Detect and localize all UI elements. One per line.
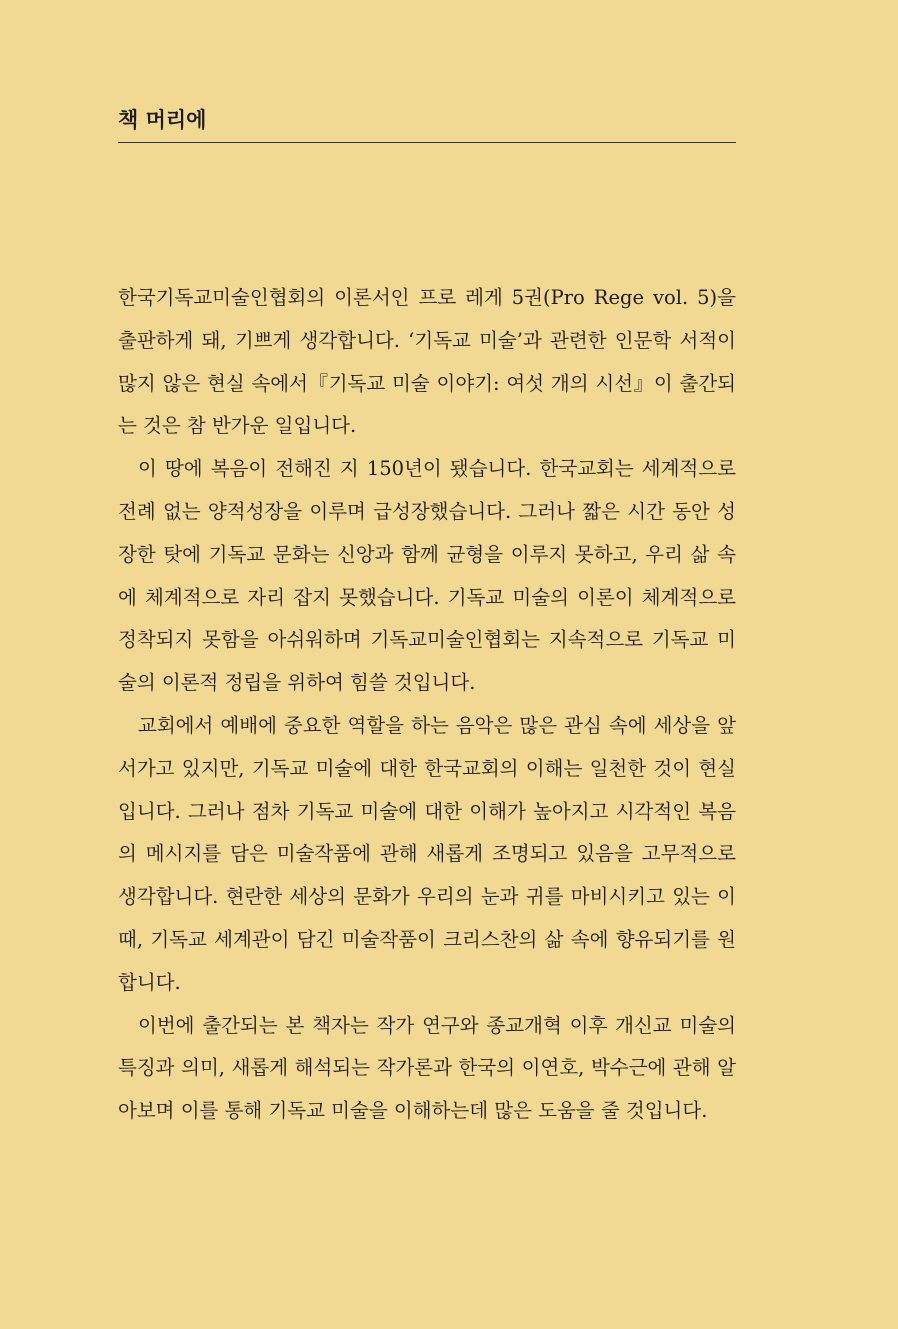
title-divider: [118, 142, 736, 143]
paragraph-4: 이번에 출간되는 본 책자는 작가 연구와 종교개혁 이후 개신교 미술의 특징과 의미, 새롭게 해석되는 작가론과 한국의 이연호, 박수근에 관해 알아보며 이를 통해 기독교 미술을 이해하는데 많은 도움을 줄 것입니다.: [118, 1013, 736, 1123]
section-title: 책 머리에: [118, 108, 207, 132]
paragraph-2: 이 땅에 복음이 전해진 지 150년이 됐습니다. 한국교회는 세계적으로 전례 없는 양적성장을 이루며 급성장했습니다. 그러나 짧은 시간 동안 성장한 탓에 기독교 문화는 신앙과 함께 균형을 이루지 못하고, 우리 삶 속에 체계적으로 자리 잡지 못했습니다. 기독교 미술의 이론이 체계적으로 정착되지 못함을 아쉬워하며 기독교미술인협회는 지속적으로 기독교 미술의 이론적 정립을 위하여 힘쓸 것입니다.: [118, 457, 736, 695]
body-text: [118, 277, 736, 1133]
paragraph-1: 한국기독교미술인협회의 이론서인 프로 레게 5권(Pro Rege vol. 5)을 출판하게 돼, 기쁘게 생각합니다. ‘기독교 미술’과 관련한 인문학 서적이 많지 않은 현실 속에서『기독교 미술 이야기: 여섯 개의 시선』이 출간되는 것은 참 반가운 일입니다.: [118, 286, 736, 438]
paragraph-3: 교회에서 예배에 중요한 역할을 하는 음악은 많은 관심 속에 세상을 앞서가고 있지만, 기독교 미술에 대한 한국교회의 이해는 일천한 것이 현실입니다. 그러나 점차 기독교 미술에 대한 이해가 높아지고 시각적인 복음의 메시지를 담은 미술작품에 관해 새롭게 조명되고 있음을 고무적으로 생각합니다. 현란한 세상의 문화가 우리의 눈과 귀를 마비시키고 있는 이때, 기독교 세계관이 담긴 미술작품이 크리스찬의 삶 속에 향유되기를 원합니다.: [118, 713, 736, 994]
